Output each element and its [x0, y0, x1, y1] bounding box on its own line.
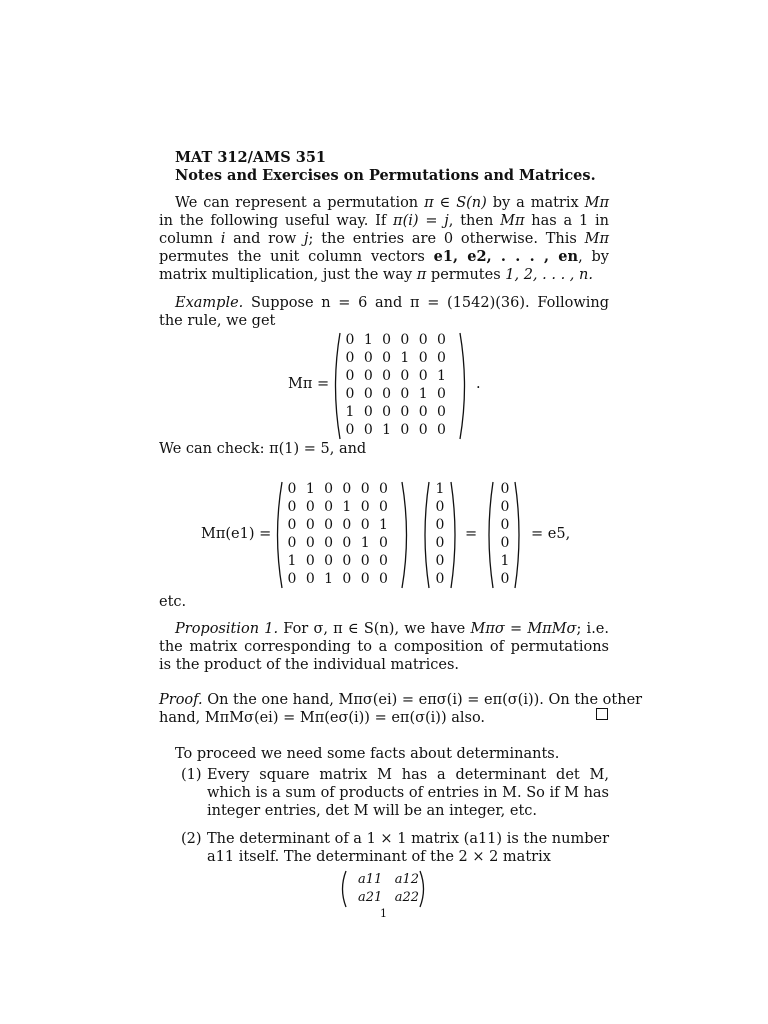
matrix-cell: 0 — [437, 332, 446, 348]
vector-cell: 0 — [500, 499, 510, 515]
vector-cell: 0 — [435, 517, 445, 533]
matrix-cell: 0 — [360, 481, 370, 497]
matrix-cell: 0 — [363, 386, 373, 402]
matrix-cell: 1 — [287, 553, 297, 569]
matrix-cell: 0 — [345, 368, 355, 384]
vector-cell: 0 — [500, 481, 510, 497]
matrix-cell: 1 — [324, 571, 334, 587]
matrix-cell: 0 — [379, 571, 388, 587]
proof-line-1: Proof. On the one hand, Mπσ(ei) = eπσ(i) = eπ(σ(i)). On the other — [159, 692, 643, 708]
matrix-cell: 0 — [382, 368, 392, 384]
matrix-cell: 0 — [400, 422, 410, 438]
matrix-cell: 0 — [305, 571, 315, 587]
matrix-cell: 0 — [418, 332, 428, 348]
matrix-cell: 1 — [379, 517, 388, 533]
check-text: We can check: π(1) = 5, and — [159, 441, 367, 457]
matrix-cell: 0 — [342, 535, 352, 551]
check-equals: = — [465, 526, 478, 542]
matrix-cell: 0 — [305, 517, 315, 533]
example-paragraph: Example. Suppose n = 6 and π = (1542)(36). Following the rule, we get — [159, 295, 609, 329]
check-lhs: Mπ(e1) = — [201, 526, 272, 542]
matrix-cell: 0 — [363, 404, 373, 420]
matrix-cell: 0 — [363, 422, 373, 438]
intro-paragraph: We can represent a permutation π ∈ S(n) by a matrix Mπ in the following useful way. If π(i) = j, then Mπ has a 1 in column i and row j; the entries are 0 otherwise. This Mπ permutes the unit column vectors e1, e2, . . . , en, by matrix multiplication, just the way π permutes 1, 2, . . . , n. — [159, 195, 609, 283]
vector-cell: 0 — [435, 571, 445, 587]
matrix-cell: 0 — [345, 422, 355, 438]
matrix-cell: 0 — [324, 535, 334, 551]
matrix-cell: 0 — [379, 499, 388, 515]
vector-cell: 0 — [435, 553, 445, 569]
matrix-cell: 0 — [418, 350, 428, 366]
matrix-2x2-row-2: a21 a22 — [358, 890, 419, 905]
vector-cell: 0 — [500, 517, 510, 533]
proof-line-2: hand, MπMσ(ei) = Mπ(eσ(i)) = eπ(σ(i)) also. — [159, 710, 486, 726]
matrix-cell: 0 — [324, 481, 334, 497]
matrix-cell: 0 — [342, 553, 352, 569]
matrix-cell: 0 — [360, 517, 370, 533]
matrix-cell: 0 — [345, 332, 355, 348]
matrix-cell: 0 — [345, 350, 355, 366]
matrix-cell: 0 — [418, 368, 428, 384]
list-item-number: (2) — [181, 831, 202, 847]
list-item-number: (1) — [181, 767, 202, 783]
matrix-cell: 0 — [363, 350, 373, 366]
matrix-cell: 0 — [379, 481, 388, 497]
matrix-cell: 0 — [400, 368, 410, 384]
matrix-cell: 0 — [342, 481, 352, 497]
matrix-cell: 1 — [382, 422, 392, 438]
list-item: The determinant of a 1 × 1 matrix (a11) is the number a11 itself. The determinant of the 2 × 2 matrix — [207, 831, 609, 865]
matrix-2x2-row-1: a11 a12 — [358, 872, 419, 887]
matrix-cell: 0 — [437, 350, 446, 366]
matrix-cell: 0 — [345, 386, 355, 402]
matrix-cell: 0 — [287, 517, 297, 533]
check-rhs: = e5, — [531, 526, 571, 542]
matrix-cell: 0 — [287, 535, 297, 551]
matrix-cell: 0 — [305, 553, 315, 569]
matrix-cell: 0 — [287, 481, 297, 497]
matrix-cell: 0 — [437, 404, 446, 420]
matrix-cell: 0 — [418, 404, 428, 420]
matrix-cell: 0 — [382, 332, 392, 348]
proposition-paragraph: Proposition 1. For σ, π ∈ S(n), we have Mπσ = MπMσ; i.e. the matrix corresponding to a composition of permutations is the product of the individual matrices. — [159, 621, 609, 673]
matrix-lhs: Mπ = — [288, 376, 330, 392]
matrix-cell: 0 — [324, 499, 334, 515]
matrix-cell: 0 — [382, 404, 392, 420]
matrix-cell: 0 — [363, 368, 373, 384]
matrix-cell: 0 — [379, 535, 388, 551]
vector-cell: 0 — [435, 499, 445, 515]
vector-cell: 0 — [435, 535, 445, 551]
matrix-cell: 0 — [324, 517, 334, 533]
matrix-cell: 0 — [400, 332, 410, 348]
matrix-cell: 0 — [400, 404, 410, 420]
matrix-cell: 0 — [379, 553, 388, 569]
matrix-cell: 0 — [418, 422, 428, 438]
matrix-cell: 1 — [400, 350, 410, 366]
matrix-cell: 0 — [437, 422, 446, 438]
matrix-cell: 0 — [305, 535, 315, 551]
list-item: Every square matrix M has a determinant det M, which is a sum of products of entries in M. So if M has integer entries, det M will be an integer, etc. — [207, 767, 609, 819]
course-code: MAT 312/AMS 351 — [175, 149, 326, 166]
matrix-cell: 0 — [382, 386, 392, 402]
matrix-cell: 0 — [400, 386, 410, 402]
matrix-cell: 0 — [287, 499, 297, 515]
matrix-cell: 1 — [418, 386, 428, 402]
vector-cell: 0 — [500, 535, 510, 551]
matrix-cell: 1 — [437, 368, 446, 384]
matrix-cell: 0 — [360, 499, 370, 515]
determinants-intro: To proceed we need some facts about determinants. — [175, 746, 560, 762]
matrix-cell: 1 — [360, 535, 370, 551]
vector-cell: 1 — [500, 553, 510, 569]
page-number: 1 — [380, 907, 387, 920]
matrix-cell: 0 — [324, 553, 334, 569]
matrix-cell: 0 — [342, 517, 352, 533]
matrix-cell: 1 — [342, 499, 352, 515]
matrix-cell: 1 — [363, 332, 373, 348]
matrix-cell: 0 — [305, 499, 315, 515]
matrix-cell: 0 — [360, 571, 370, 587]
etc-text: etc. — [159, 594, 187, 610]
matrix-cell: 0 — [360, 553, 370, 569]
matrix-cell: 0 — [437, 386, 446, 402]
vector-cell: 1 — [435, 481, 445, 497]
matrix-cell: 1 — [345, 404, 355, 420]
matrix-cell: 1 — [305, 481, 315, 497]
qed-box — [596, 708, 608, 720]
matrix-cell: 0 — [382, 350, 392, 366]
vector-cell: 0 — [500, 571, 510, 587]
matrix-cell: 0 — [342, 571, 352, 587]
matrix-period: . — [476, 376, 481, 392]
matrix-cell: 0 — [287, 571, 297, 587]
page-title: Notes and Exercises on Permutations and Matrices. — [175, 167, 596, 184]
